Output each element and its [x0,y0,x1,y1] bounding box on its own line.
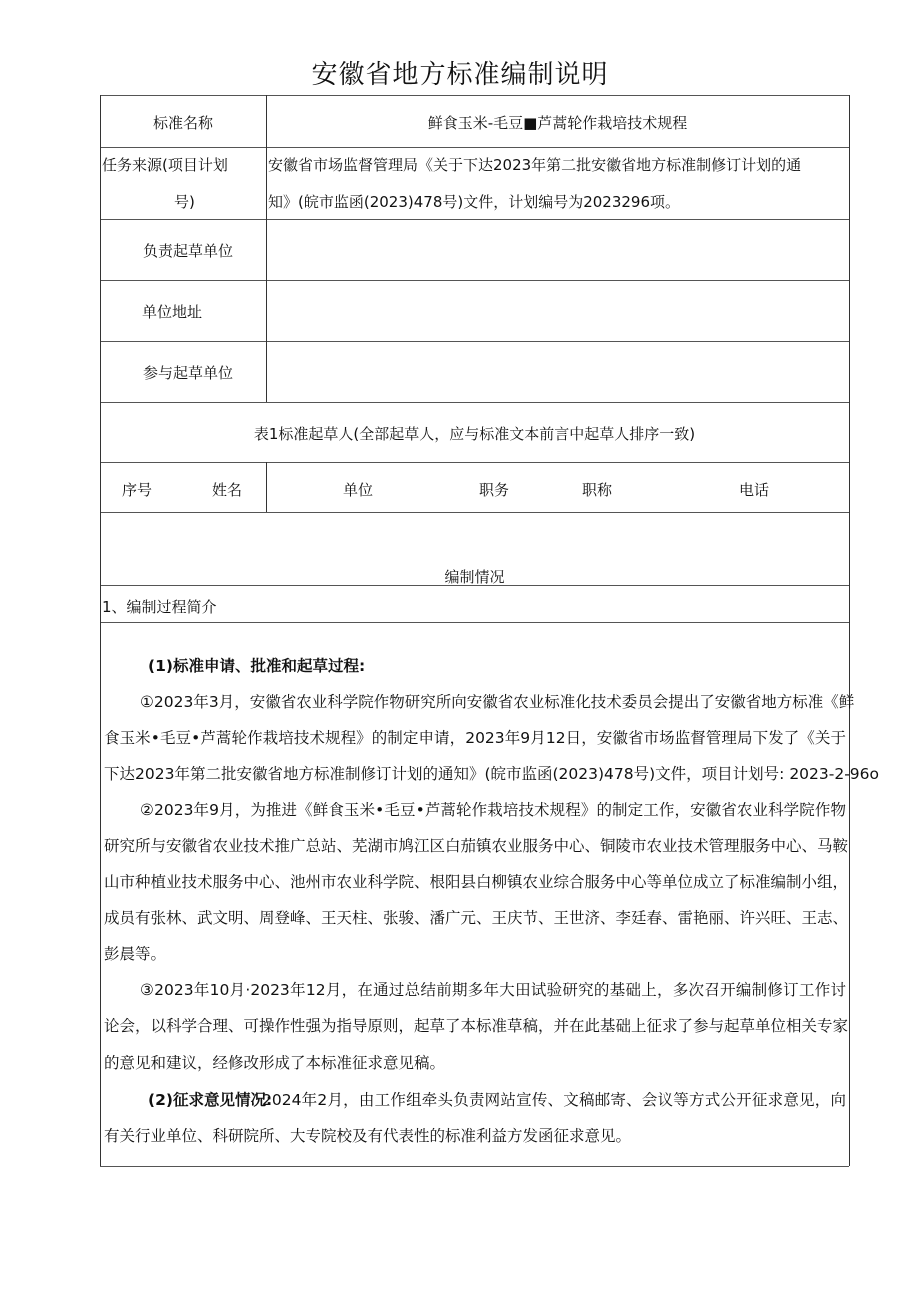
p2-line: ②2023年9月，为推进《鲜食玉米•毛豆•芦蒿轮作栽培技术规程》的制定工作，安徽省农业科学院作物 [140,801,846,819]
table1-caption: 表1标准起草人(全部起草人，应与标准文本前言中起草人排序一致) [253,425,696,443]
p3-line: 论会，以科学合理、可操作性强为指导原则，起草了本标准草稿，并在此基础上征求了参与起草单位相关专家 [104,1017,849,1035]
subsection-heading: 1、编制过程简介 [102,598,217,616]
header-name: 姓名 [212,481,243,499]
p2-line: 山市种植业技术服务中心、池州市农业科学院、根阳县白柳镇农业综合服务中心等单位成立了标准编制小组， [104,873,849,891]
task-source-label-1: 任务来源(项目计划 [102,156,228,174]
page-title: 安徽省地方标准编制说明 [311,60,609,90]
p4-line: 2024年2月，由工作组牵头负责网站宣传、文稿邮寄、会议等方式公开征求意见，向 [262,1091,846,1109]
p1-heading: (1)标准申请、批准和起草过程: [148,657,366,675]
standard-name-label: 标准名称 [152,114,213,132]
standard-name-value: 鲜食玉米-毛豆■芦蒿轮作栽培技术规程 [427,114,688,132]
task-source-label-2: 号) [174,193,195,211]
p1-line: 下达2023年第二批安徽省地方标准制修订计划的通知》(皖市监函(2023)478号)文件，项目计划号: 2023-2-96o [104,765,880,783]
header-unit: 单位 [343,481,374,499]
unit-address-label: 单位地址 [142,303,203,321]
p2-line: 研究所与安徽省农业技术推广总站、芜湖市鸠江区白茄镇农业服务中心、铜陵市农业技术管理服务中心、马鞍 [104,837,849,855]
p2-line: 成员有张林、武文明、周登峰、王天柱、张骏、潘广元、王庆节、王世济、李廷春、雷艳丽、许兴旺、王志、 [104,909,849,927]
header-seq: 序号 [122,481,153,499]
task-source-value-2: 知》(皖市监函(2023)478号)文件，计划编号为2023296项。 [268,193,681,211]
section-heading: 编制情况 [444,568,505,586]
p1-line: ①2023年3月，安徽省农业科学院作物研究所向安徽省农业标准化技术委员会提出了安徽省地方标准《鲜 [140,693,855,711]
header-phone: 电话 [739,481,770,499]
participating-unit-label: 参与起草单位 [142,364,233,382]
p4-line: 有关行业单位、科研院所、大专院校及有代表性的标准利益方发函征求意见。 [104,1127,632,1145]
p4-heading: (2)征求意见情况: [148,1091,273,1109]
header-title: 职称 [582,481,613,499]
p3-line: ③2023年10月·2023年12月，在通过总结前期多年大田试验研究的基础上，多次召开编制修订工作讨 [140,981,846,999]
header-position: 职务 [479,481,510,499]
p1-line: 食玉米•毛豆•芦蒿轮作栽培技术规程》的制定申请，2023年9月12日，安徽省市场监督管理局下发了《关于 [104,729,846,747]
p2-line: 彭晨等。 [104,945,167,963]
drafting-unit-label: 负责起草单位 [142,242,233,260]
task-source-value-1: 安徽省市场监督管理局《关于下达2023年第二批安徽省地方标准制修订计划的通 [268,156,802,174]
p3-line: 的意见和建议，经修改形成了本标准征求意见稿。 [104,1054,446,1072]
